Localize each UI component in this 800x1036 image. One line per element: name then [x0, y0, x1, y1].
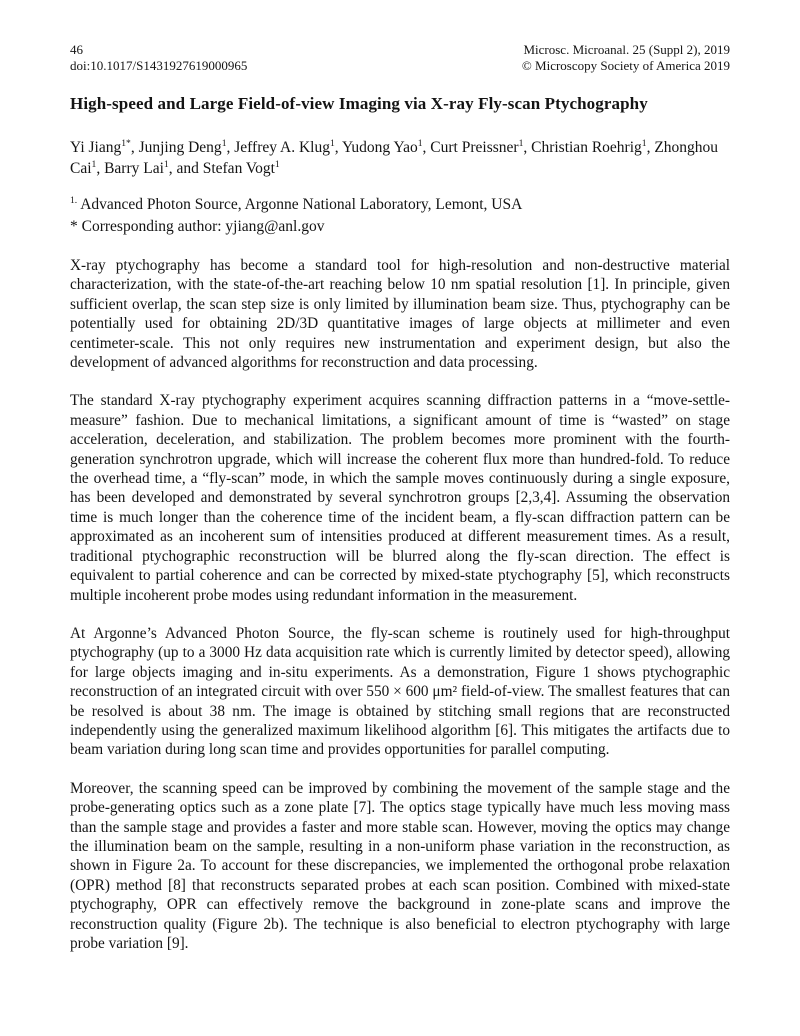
doi: doi:10.1017/S1431927619000965 [70, 58, 248, 73]
page-header [70, 42, 730, 74]
corresponding-author-line: * Corresponding author: yjiang@anl.gov [70, 217, 325, 235]
header-left [70, 42, 247, 74]
copyright-notice: © Microscopy Society of America 2019 [521, 58, 730, 73]
abstract-paragraph-1: X-ray ptychography has become a standard tool for high-resolution and non-destructive material characterization, with the state-of-the-art reaching below 10 nm spatial resolution [1]. In principle, given sufficient overlap, the scan step size is only limited by illumination beam size. Thus, ptychography can be potentially used for obtaining 2D/3D quantitative images of large objects at millimeter and even centimeter-scale. This not only requires new instrumentation and experiment design, but also the development of advanced algorithms for reconstruction and data processing. [70, 257, 730, 372]
page-number: 46 [70, 42, 83, 57]
affiliation-line: $^{1.}$ Advanced Photon Source, Argonne National Laboratory, Lemont, USA [70, 194, 523, 213]
abstract-paragraph-4: Moreover, the scanning speed can be improved by combining the movement of the sample stage and the probe-generating optics such as a zone plate [7]. The optics stage typically have much less moving mass than the sample stage and provides a faster and more stable scan. However, moving the optics may change the illumination beam on the sample, resulting in a non-uniform phase variation in the reconstruction, as shown in Figure 2a. To account for these discrepancies, we implemented the orthogonal probe relaxation (OPR) method [8] that reconstructs separated probes at each scan position. Combined with mixed-state ptychography, OPR can effectively remove the background in zone-plate scans and improve the reconstruction quality (Figure 2b). The technique is also beneficial to electron ptychography with large probe variation [9]. [70, 779, 730, 952]
journal-citation: Microsc. Microanal. 25 (Suppl 2), 2019 [523, 42, 730, 57]
abstract-paragraph-3: At Argonne’s Advanced Photon Source, the fly-scan scheme is routinely used for high-throughput ptychography (up to a 3000 Hz data acquisition rate which is currently limited by detector speed), allowing for large objects imaging and in-situ experiments. As a demonstration, Figure 1 shows ptychographic reconstruction of an integrated circuit with over 550 × 600 μm² field-of-view. The smallest features that can be resolved is about 38 nm. The image is obtained by stitching small regions that are reconstructed independently using the generalized maximum likelihood algorithm [6]. This mitigates the artifacts due to beam variation during long scan time and provides opportunities for parallel computing. [70, 624, 730, 759]
header-right [522, 42, 730, 74]
abstract-body [70, 256, 730, 953]
paper-title: High-speed and Large Field-of-view Imaging via X-ray Fly-scan Ptychography [70, 94, 648, 113]
abstract-paragraph-2: The standard X-ray ptychography experiment acquires scanning diffraction patterns in a “move-settle-measure” fashion. Due to mechanical limitations, a significant amount of time is “wasted” on stage acceleration, deceleration, and stabilization. The problem becomes more prominent with the fourth-generation synchrotron upgrade, which will increase the coherent flux more than hundred-fold. To reduce the overhead time, a “fly-scan” mode, in which the sample moves continuously during a single exposure, has been developed and demonstrated by several synchrotron groups [2,3,4]. Assuming the observation time is much longer than the coherence time of the incident beam, a fly-scan diffraction pattern can be approximated as an incoherent sum of intensities produced at different measurement times. As a result, traditional ptychographic reconstruction will be blurred along the fly-scan direction. The effect is equivalent to partial coherence and can be corrected by mixed-state ptychography [5], which reconstructs multiple incoherent probe modes using redundant information in the measurement. [70, 392, 730, 604]
affiliation-block [70, 194, 730, 237]
author-list: Yi Jiang$^{1*}$, Junjing Deng$^1$, Jeffrey A. Klug$^1$, Yudong Yao$^1$, Curt Preissner$^1$, Christian Roehrig$^1$, Zhonghou Cai$^1$, Barry Lai$^1$, and Stefan Vogt$^1$ [70, 137, 719, 177]
